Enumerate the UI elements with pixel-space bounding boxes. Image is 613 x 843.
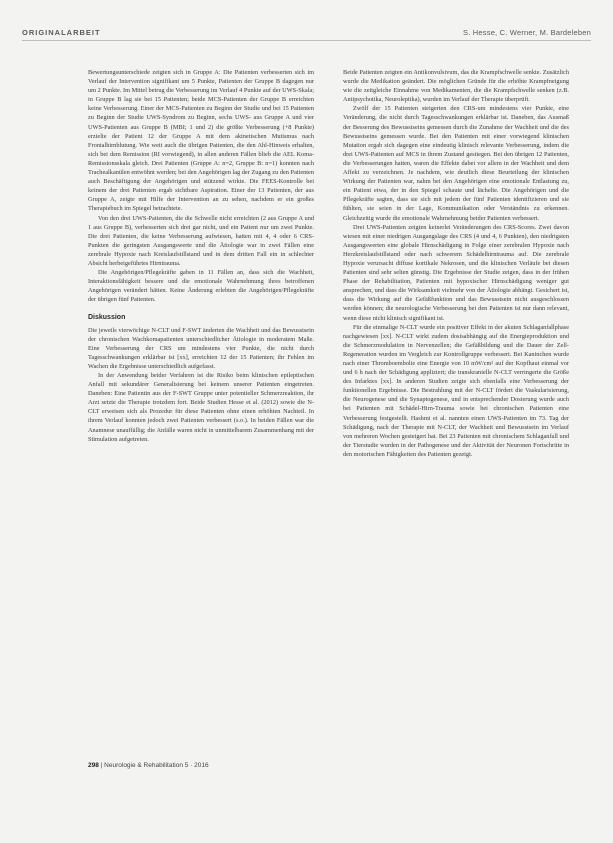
section-label: ORIGINALARBEIT — [22, 27, 101, 37]
running-header — [22, 26, 591, 38]
header-divider — [22, 40, 591, 41]
body-paragraph: In der Anwendung beider Verfahren ist die Risiko beim klinischen epileptischen Anfall mit sekundärer Generalisierung bei keinem unserer Patienten eingetreten. Daneben: Eine Patientin aus der F-SWT Gruppe unter potentieller Schmerzreaktion, ihr Arzt setzte die Therapie trotzdem fort. Beide Studien Hesse et al. (2012) sowie die N-CLT erweisen sich als Prozedur für diese Patienten ohne einen erhöhten Nachteil. In ihrem Verlauf konnten jedoch zwei Patienten verbessert (s.o.). In beiden Fällen war die Anamnese unauffällig; die Anfälle waren nicht in unmittelbarem Zusammenhang mit der Stimulation aufgetreten. — [88, 372, 314, 443]
journal-name: Neurologie & Rehabilitation 5 · 2016 — [104, 762, 209, 769]
body-paragraph: Bewertungsunterschiede zeigten sich in Gruppe A: Die Patienten verbesserten sich im Verlauf der Intervention signifikant um 5 Punkte, Patienten der Gruppe B dagegen nur um 2 Punkte. Im Mittel betrug die Verbesserung im Verlauf 4 Punkte auf der UWS-Skala; in Gruppe B lag sie bei 15 Patienten; beide MCS-Patienten der Gruppe B erreichten keine Verbesserung. Einer der MCS-Patienten zu Beginn der Studie und bei 15 Patienten zu Beginn der Studie UWS-Syndrom zu Beginn, sechs UWS- aus Gruppe A und vier UWS-Patienten aus Gruppe B (MBI; 1 und 2) die größte Verbesserung (+8 Punkte) erzielte der Patient 12 der Gruppe A mit dem akinetischen Mutismus nach Frontalhirnblutung. Wie weit auch die übrigen Patienten, die den Ahl-Hinweis erhalten, sich bei dem Remission (RI vorwiegend), in allen anderen Fällen blieb die AEL Koma-Remissionsskala gleich. Drei Patienten (Gruppe A: n=2, Gruppe B: n=1) konnten nach Trachealkanülen entwöhnt werden; bei den Angehörigen lag der Zugang zu den Patienten auch Beschäftigung der Angehörigen und stützend wirkte. Die FEES-Kontrolle bei keinem der drei Patienten ergab sichtbare Aspiration. Einer der 13 Patienten, der aus Gruppe A, zeigte mit Hilfe der Intervention an zu sehen, nachdem er ein großes Therapiebuch im Spiegel betrachtete. — [88, 69, 314, 213]
body-paragraph: Beide Patienten zeigten ein Antikonvulsivum, das die Krampfschwelle senkte. Zusätzlich wurde die Medikation geändert. Die möglichen Gründe für die erhöhte Krampfneigung wie die zeitgleiche Einnahme von Medikamenten, die die Krampfschwelle senken (z.B. Antipsychotika, Neuroleptika), wurden im Verlauf der Therapie überprüft. — [343, 69, 569, 104]
right-column — [343, 68, 569, 459]
discussion-heading: Diskussion — [88, 314, 126, 322]
running-header-authors: S. Hesse, C. Werner, M. Bardeleben — [463, 27, 591, 37]
body-paragraph: Die jeweils vierwöchige N-CLT und F-SWT änderten die Wachheit und das Bewusstsein der chronischen Wachkomapatienten unterschiedlicher Ätiologie in moderatem Maße. Eine Verbesserung der CRS um mindestens vier Punkte, die nicht durch Tagesschwankungen erklärbar ist [xx], erreichten 12 der 15 Patienten; ihr Fehlen im Wachen die Ergebnisse unterschiedlich aufgefasst. — [88, 326, 314, 370]
body-paragraph: Zwölf der 15 Patienten steigerten den CRS-um mindestens vier Punkte, eine Veränderung, die nicht durch Tagesschwankungen erklärbar ist. Daneben, das Ausmaß der Besserung des Bewusstseins gemessen durch die Zunahme der Wachheit und die des Bewusstseins gemessen wurde. Bei den Patienten mit einer vorwiegend klinischen Mutation ergab sich dagegen eine eindeutig klinisch relevante Verbesserung, indem die drei UWS-Patienten auf MCS in ihrem Zustand gestiegen. Bei den übrigen 12 Patienten, die Verbesserungen hatten, waren die Effekte dabei vor allem in der Wachheit und dem Affekt zu verzeichnen. Je nachdem, wie deutlich diese Beurteilung der klinischen Wirkung der Patienten war, nahm bei den Angehörigen eine emotionale Entlastung zu, ein Patient etwa, der in den Spiegel schaute und lächelte. Die Angehörigen und die Pflegekräfte sagten, dass sie sich mit jedem der fünf Patienten identifizieren und sie fühlten, sie seien in der Lage, Kommunikation oder Verständnis zu erkennen. Gleichzeitig wurde die emotionale Wahrnehmung beider Patienten verbessert. — [343, 105, 569, 222]
body-paragraph: Drei UWS-Patienten zeigten keinerlei Veränderungen des CRS-Scores. Zwei davon wiesen mit einer niedrigen Ausgangslage des CRS (4 und 4, 6 Punkten), den niedrigsten Ausgangswerten eine globale Hirnschädigung in Folge einer zerebralen Hypoxie nach Herzkreislaufstillstand oder nach schwerem Schädelhirntrauma auf. Die zerebrale Hypoxie verursacht diffuse kortikale Nekrosen, und die klinischen Verläufe bei diesen Patienten sind sehr selten günstig. Die Ergebnisse der Studie zeigen, dass in der frühen Phase der Rehabilitation, Patienten mit hypoxischer Hirnschädigung weniger gut ansprechen, und dass die Wirksamkeit vielmehr von der Ätiologie abhängt. Gesichert ist, dass die Wirkung auf die Gefäßfunktion und das Bewusstsein nicht ausgeschlossen werden können; die neurologische Verbesserung bei den Patienten ist nur dann relevant, wenn diese nicht klinisch signifikant ist. — [343, 223, 569, 322]
footer-separator: | — [100, 762, 105, 769]
page-number: 298 — [88, 762, 99, 769]
body-paragraph: Von den drei UWS-Patienten, die die Schwelle nicht erreichten (2 aus Gruppe A und 1 aus Gruppe B), verbesserten sich drei gar nicht, und ein Patient nur um zwei Punkte. Die drei Patienten, die keine Verbesserung aufwiesen, hatten mit 4, 4 oder 6 CRS-Punkten die geringsten Ausgangswerte und die Ätiologie war in zwei Fällen eine zerebrale Hypoxie nach Kreislaufstillstand und in dem dritten Fall ein in schlechter Absicht herbeigeführtes Hirntrauma. — [88, 214, 314, 267]
body-paragraph: Für die einmalige N-CLT wurde ein positiver Effekt in der akuten Schlaganfallphase nachgewiesen [xx]. N-CLT wirkt zudem dosisabhängig auf die Energieproduktion und die Schmerzmodulation in Nervenzellen; die Gefäßbildung und die Dauer der Zell-Regeneration wurden im Vergleich zur Kontrollgruppe verbessert. Bei Kaninchen wurde nach einer Thromboembolie eine Energie von 10 mW/cm² auf der Kopfhaut einmal vor und 6 h nach der Schädigung appliziert; die transkranielle N-CLT verringerte die Größe des Infarktes [xx]. In anderen Studien zeigte sich ebenfalls eine Verbesserung der funktionellen Ergebnisse. Die Bestrahlung mit der N-CLT fördert die Vaskularisierung, die Neurogenese und die Synaptogenese, und in entsprechender Dosierung wurde auch bei Patienten mit Schädel-Hirn-Trauma sowie bei chronischen Patienten eine Verbesserung festgestellt. Hashmi et al. nannten einen UWS-Patienten im 73. Tag der Schädigung, nach der Therapie mit N-CLT, der Wachheit und Bewusstsein im Verlauf von mehreren Wochen gesteigert hat. Bei 23 Patienten mit chronischem Schlaganfall und der Tierstudie wurden in der Pathogenese und der Aktivität der Neuronen Fortschritte in den motorischen Fähigkeiten des Patienten gezeigt. — [343, 323, 569, 458]
left-column — [88, 68, 314, 444]
body-paragraph: Die Angehörigen/Pflegekräfte gaben in 11 Fällen an, dass sich die Wachheit, Interaktionsfähigkeit bessere und die emotionale Wahrnehmung ihres betroffenen Angehörigen verändert hätten. Keine Änderung erlebten die Angehörigen/Pflegekräfte der übrigen fünf Patienten. — [88, 269, 314, 304]
page-footer — [88, 762, 209, 769]
